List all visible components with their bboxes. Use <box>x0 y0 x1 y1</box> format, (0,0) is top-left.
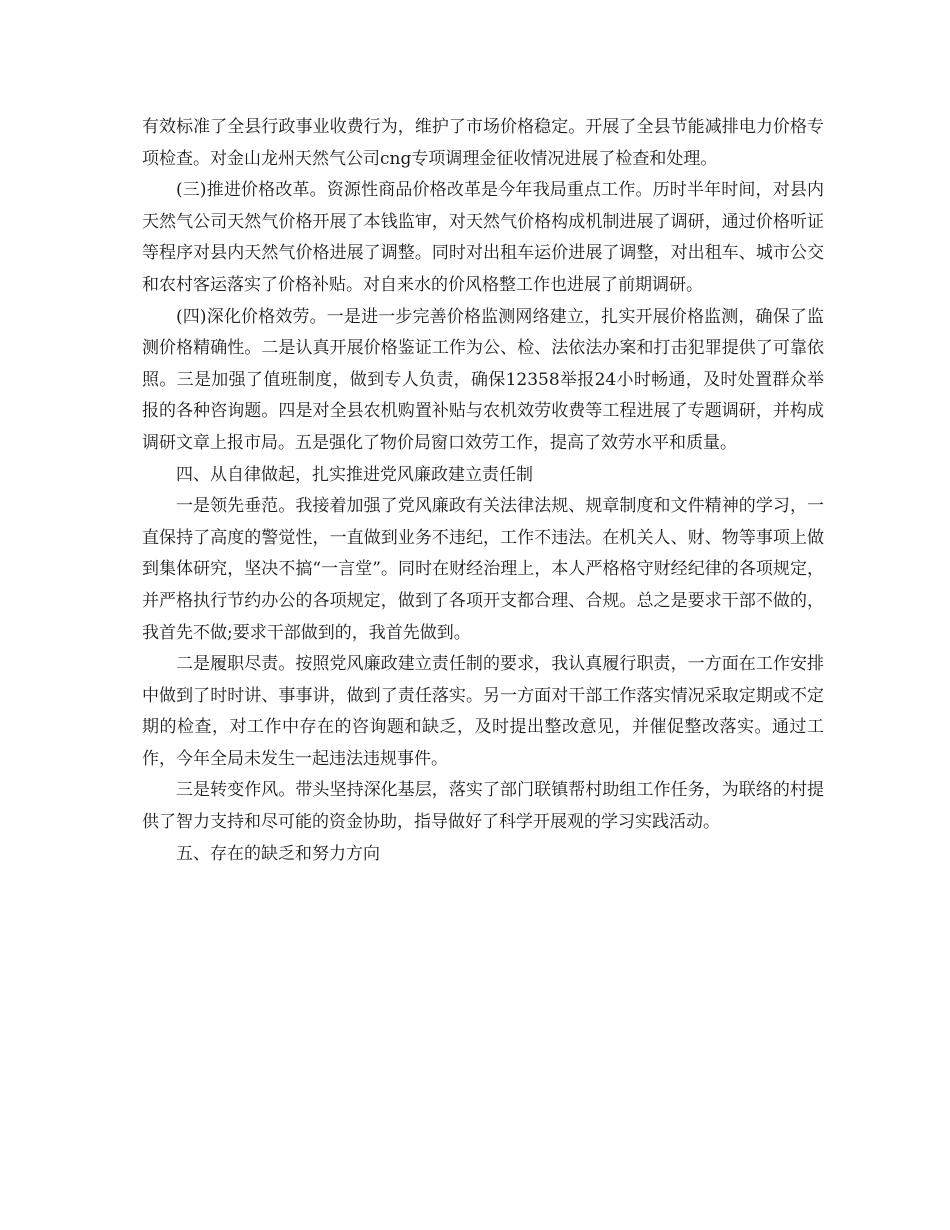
paragraph-continuation: 有效标准了全县行政事业收费行为，维护了市场价格稳定。开展了全县节能减排电力价格专项检查。对金山龙州天然气公司cng专项调理金征收情况进展了检查和处理。 <box>142 117 824 169</box>
paragraph-price-service: (四)深化价格效劳。一是进一步完善价格监测网络建立，扎实开展价格监测，确保了监测价格精确性。二是认真开展价格鉴证工作为公、检、法依法办案和打击犯罪提供了可靠依照。三是加强了值班制度，做到专人负责，确保12358举报24小时畅通，及时处置群众举报的各种咨询题。四是对全县农机购置补贴与农机效劳收费等工程进展了专题调研，并构成调研文章上报市局。五是强化了物价局窗口效劳工作，提高了效劳水平和质量。 <box>142 306 824 453</box>
section-heading-five: 五、存在的缺乏和努力方向 <box>176 843 380 864</box>
paragraph-lead-by-example: 一是领先垂范。我接着加强了党风廉政有关法律法规、规章制度和文件精神的学习，一直保持了高度的警觉性，一直做到业务不违纪，工作不违法。在机关人、财、物等事项上做到集体研究，坚决不搞“一言堂”。同时在财经治理上，本人严格格守财经纪律的各项规定，并严格执行节约办公的各项规定，做到了各项开支都合理、合规。总之是要求干部不做的，我首先不做;要求干部做到的，我首先做到。 <box>142 496 824 643</box>
paragraph-change-style: 三是转变作风。带头坚持深化基层，落实了部门联镇帮村助组工作任务，为联络的村提供了智力支持和尽可能的资金协助，指导做好了科学开展观的学习实践活动。 <box>142 780 824 833</box>
paragraph-fulfil-duties: 二是履职尽责。按照党风廉政建立责任制的要求，我认真履行职责，一方面在工作安排中做到了时时讲、事事讲，做到了责任落实。另一方面对干部工作落实情况采取定期或不定期的检查，对工作中存在的咨询题和缺乏，及时提出整改意见，并催促整改落实。通过工作，今年全局未发生一起违法违规事件。 <box>142 654 824 769</box>
paragraph-price-reform: (三)推进价格改革。资源性商品价格改革是今年我局重点工作。历时半年时间，对县内天然气公司天然气价格开展了本钱监审，对天然气价格构成机制进展了调研，通过价格听证等程序对县内天然气价格进展了调整。同时对出租车运价进展了调整，对出租车、城市公交和农村客运落实了价格补贴。对自来水的价风格整工作也进展了前期调研。 <box>142 180 824 295</box>
document-page <box>142 112 824 870</box>
section-heading-four: 四、从自律做起，扎实推进党风廉政建立责任制 <box>176 464 533 485</box>
